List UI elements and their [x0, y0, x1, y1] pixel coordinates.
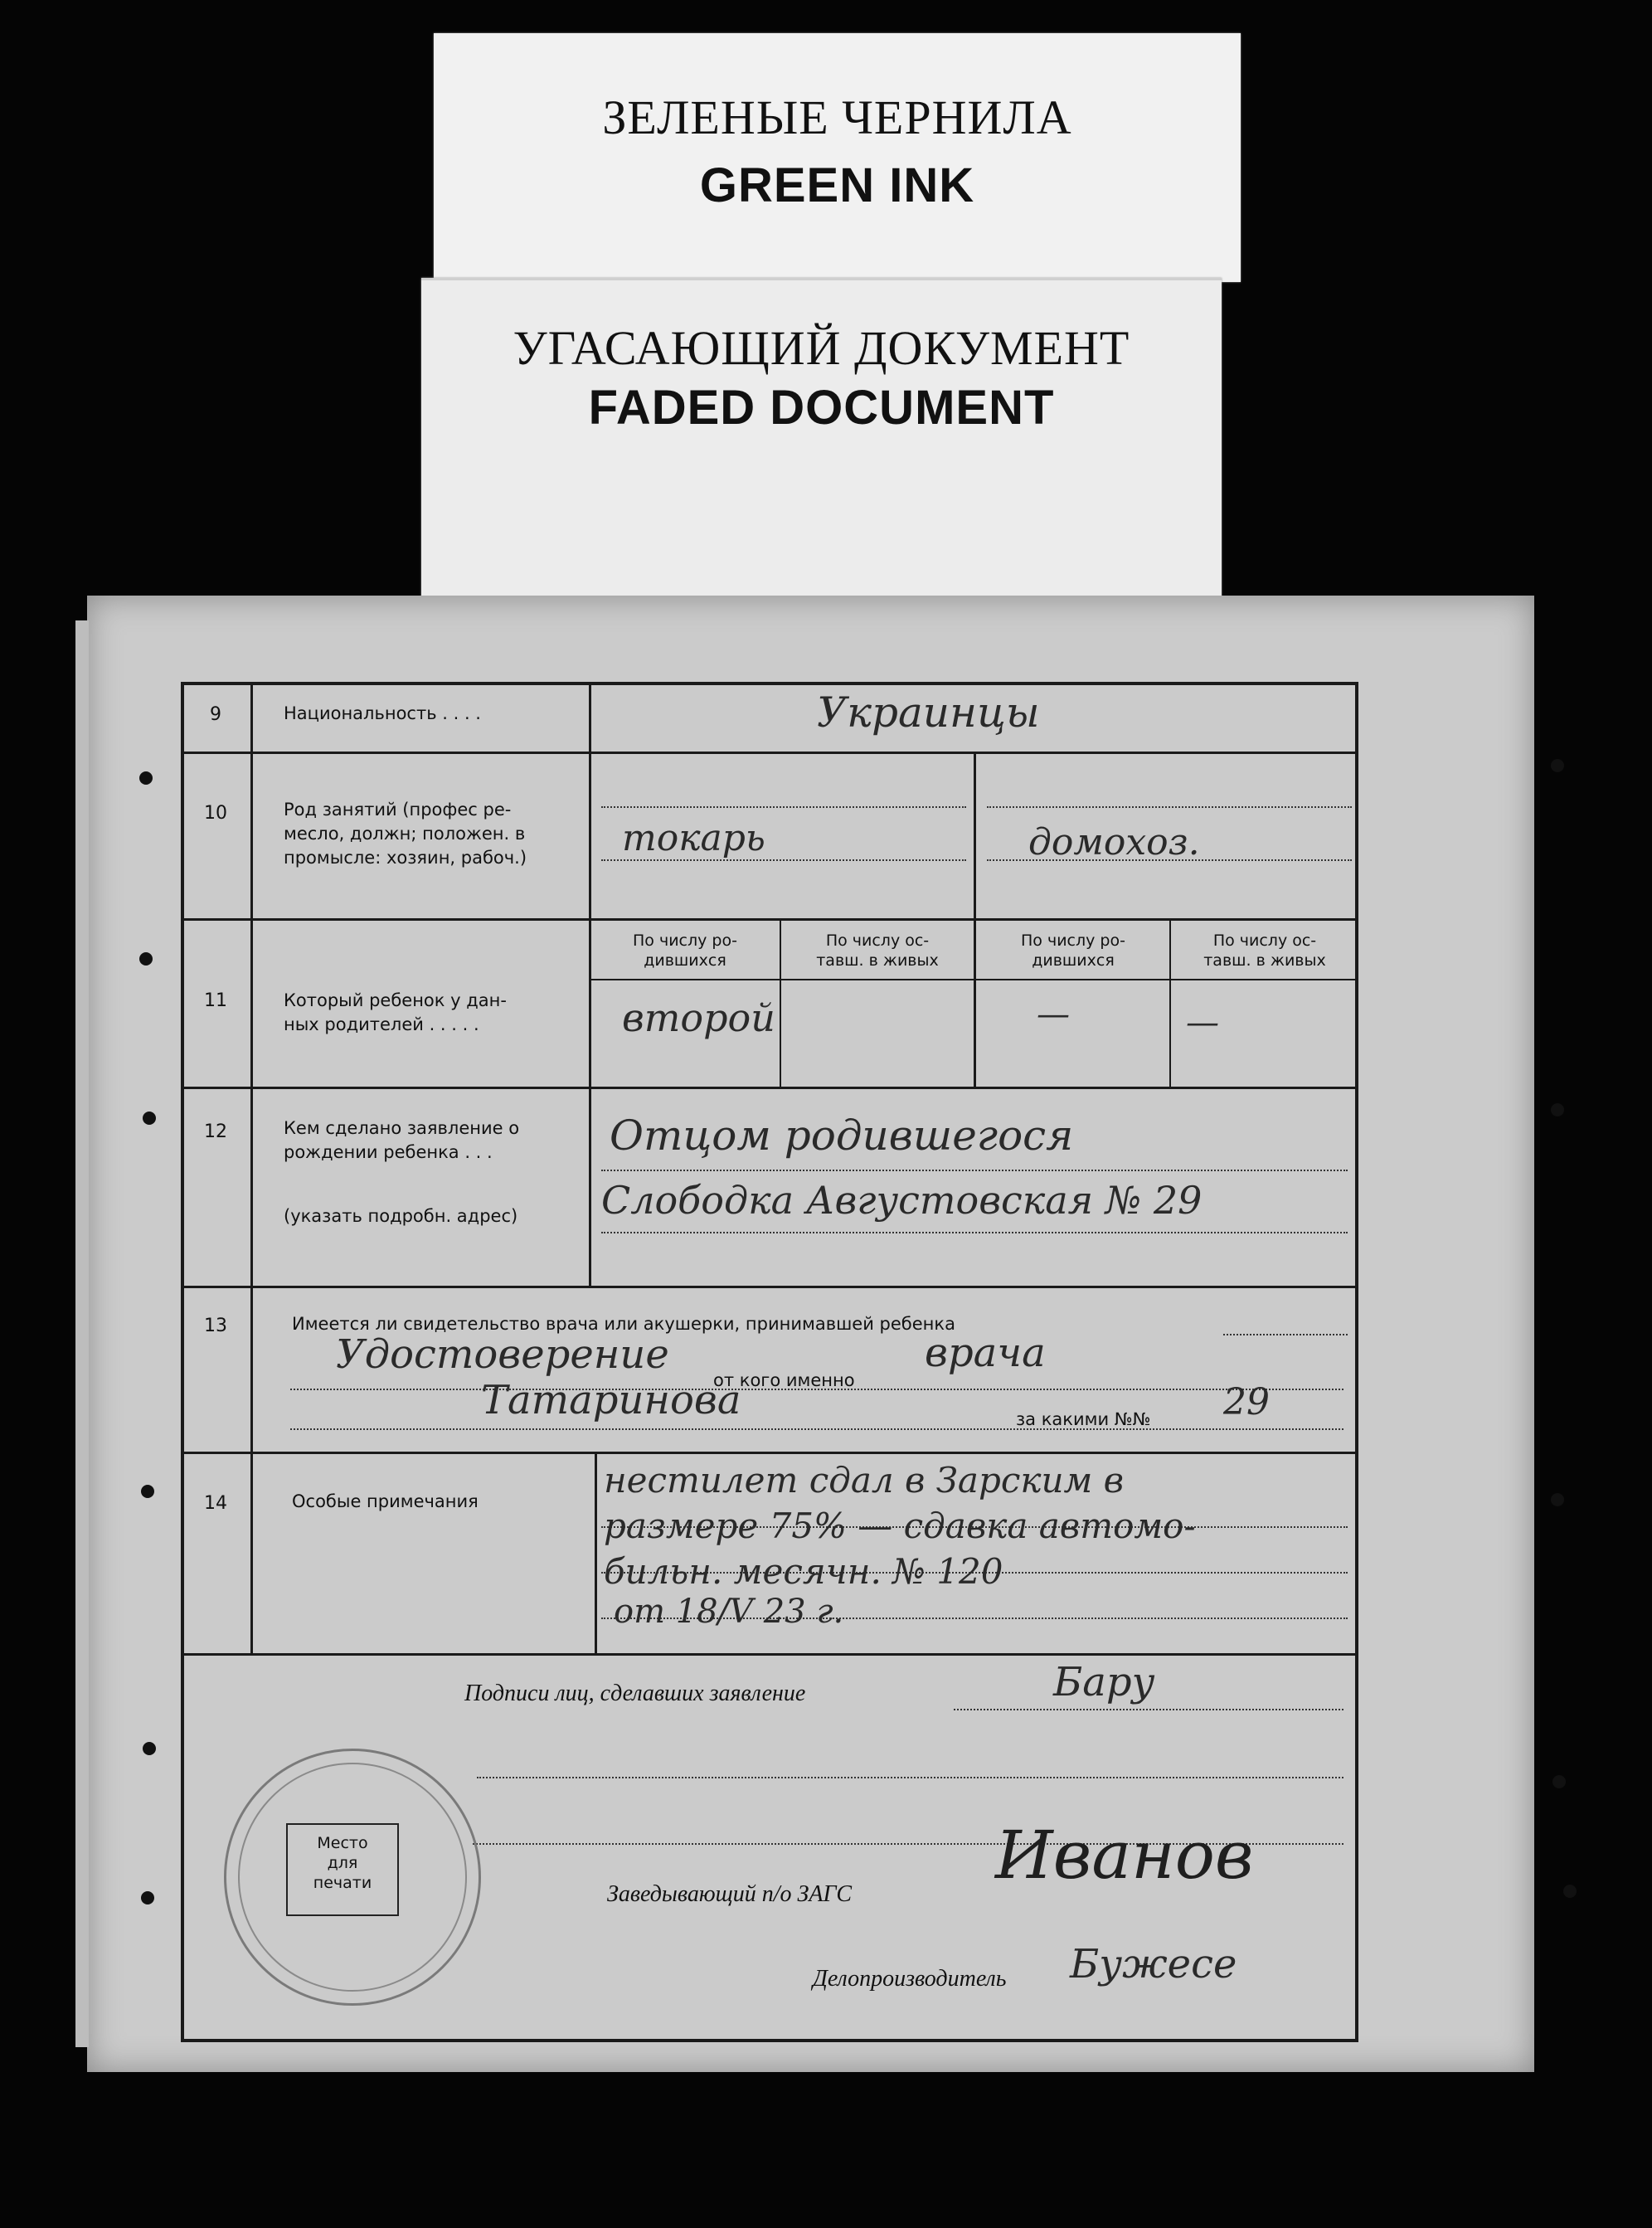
zags-head-label: Заведывающий п/о ЗАГС — [607, 1881, 853, 1907]
row-divider — [181, 1087, 1358, 1089]
row-12-label: Кем сделано заявление о рождении ребенка . . . — [284, 1118, 520, 1162]
certificate-number-value: 29 — [1223, 1381, 1270, 1423]
clerk-signature: Бужесе — [1070, 1941, 1237, 1987]
column-header-alive-1: По числу ос- тавш. в живых — [816, 932, 939, 970]
row-12-address-label: (указать подробн. адрес) — [284, 1206, 518, 1226]
punch-hole — [141, 1891, 154, 1905]
column-header-born-1: По числу ро- дившихся — [633, 932, 737, 970]
row-13-number: 13 — [204, 1316, 227, 1336]
label-column-line — [595, 1452, 597, 1653]
dotted-line — [290, 1389, 1343, 1390]
nationality-value: Украинцы — [817, 688, 1040, 737]
from-whom-label: от кого именно — [713, 1370, 855, 1390]
sub-header-line — [589, 979, 1358, 980]
row-11-label: Который ребенок у дан- ных родителей . . . . . — [284, 990, 507, 1034]
father-mother-divider — [974, 752, 976, 1087]
zags-head-signature: Иванов — [995, 1817, 1254, 1894]
dotted-line — [987, 806, 1352, 808]
column-header-alive-2: По числу ос- тавш. в живых — [1203, 932, 1326, 970]
notes-line-2: размере 75% — сдавка автомо- — [604, 1506, 1196, 1546]
faded-document-en: FADED DOCUMENT — [588, 381, 1055, 435]
notes-line-1: нестилет сдал в Зарским в — [604, 1460, 1125, 1501]
notes-line-4: от 18/V 23 г. — [614, 1593, 844, 1631]
row-13-label: Имеется ли свидетельство врача или акушерки, принимавшей ребенка — [292, 1314, 955, 1334]
stamp-place-box: Место для печати — [286, 1823, 399, 1916]
column-header-born-2: По числу ро- дившихся — [1021, 932, 1125, 970]
dotted-line — [290, 1428, 1343, 1430]
row-divider — [181, 1653, 1358, 1656]
row-9-number: 9 — [210, 704, 221, 725]
punch-hole — [1563, 1885, 1577, 1898]
punch-hole — [139, 771, 153, 785]
declarant-value: Отцом родившегося — [610, 1112, 1074, 1160]
green-ink-card — [434, 33, 1241, 282]
row-divider — [181, 1286, 1358, 1288]
faded-document-ru: УГАСАЮЩИЙ ДОКУМЕНТ — [513, 321, 1130, 375]
doctor-value: врача — [925, 1330, 1046, 1376]
punch-hole — [1551, 1493, 1564, 1506]
father-occupation-value: токарь — [622, 817, 765, 859]
row-divider — [181, 918, 1358, 921]
declarant-address-value: Слободка Августовская № 29 — [601, 1178, 1203, 1223]
row-14-number: 14 — [204, 1493, 227, 1514]
green-ink-ru: ЗЕЛЕНЫЕ ЧЕРНИЛА — [602, 90, 1072, 144]
numbers-label: за какими №№ — [1016, 1409, 1151, 1429]
green-ink-en: GREEN INK — [699, 158, 975, 212]
row-10-label: Род занятий (профес ре- месло, должн; положен. в промысле: хозяин, рабоч.) — [284, 800, 527, 868]
clerk-label: Делопроизводитель — [813, 1966, 1007, 1992]
row-9-label: Национальность . . . . — [284, 703, 481, 723]
dotted-line — [601, 806, 966, 808]
signatures-label: Подписи лиц, сделавших заявление — [464, 1681, 806, 1706]
child-order-value-2: — — [1037, 995, 1070, 1034]
punch-hole — [141, 1485, 154, 1498]
dotted-line — [601, 1170, 1348, 1171]
dotted-line — [1223, 1334, 1348, 1335]
punch-hole — [139, 952, 153, 966]
child-order-value-3: — — [1186, 1004, 1219, 1042]
row-divider — [181, 1452, 1358, 1454]
label-column-line — [589, 682, 591, 1286]
sub-column-line — [780, 918, 781, 1087]
punch-hole — [143, 1742, 156, 1755]
notes-line-3: бильн. месячн. № 120 — [604, 1551, 1003, 1592]
row-11-number: 11 — [204, 990, 227, 1011]
certificate-value: Удостоверение — [336, 1331, 669, 1378]
dotted-line — [601, 859, 966, 861]
row-12-number: 12 — [204, 1121, 227, 1142]
dotted-line — [954, 1709, 1343, 1710]
sub-column-line — [1169, 918, 1171, 1087]
mother-occupation-value: домохоз. — [1028, 821, 1200, 863]
punch-hole — [1551, 1103, 1564, 1116]
punch-hole — [143, 1112, 156, 1125]
dotted-line — [601, 1232, 1348, 1233]
row-divider — [181, 752, 1358, 754]
faded-document-card — [421, 278, 1222, 600]
dotted-line — [477, 1777, 1343, 1778]
declarant-signature: Бару — [1053, 1659, 1155, 1705]
punch-hole — [1552, 1775, 1566, 1788]
row-14-label: Особые примечания — [292, 1491, 479, 1511]
row-10-number: 10 — [204, 803, 227, 824]
number-column-line — [250, 682, 253, 1653]
doctor-name-value: Татаринова — [481, 1377, 741, 1423]
punch-hole — [1551, 759, 1564, 772]
child-order-value: второй — [622, 995, 775, 1040]
